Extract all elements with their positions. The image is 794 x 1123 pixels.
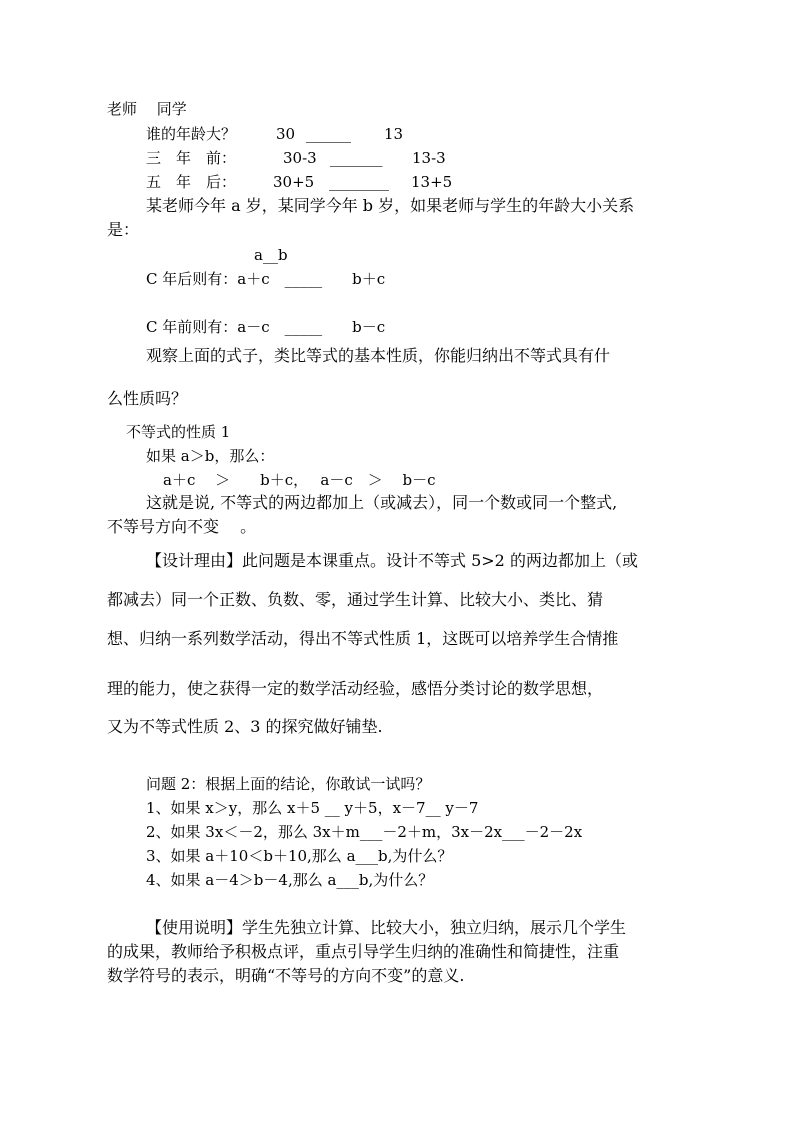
design-reason-line-1: 【设计理由】此问题是本课重点。设计不等式 5>2 的两边都加上（或 [146,551,638,570]
roles-line [107,99,187,119]
design-reason-line-2: 都减去）同一个正数、负数、零，通过学生计算、比较大小、类比、猜 [107,590,604,609]
after-c-years: C 年后则有：a＋c _____ b＋c [146,270,386,288]
problem2-item-1: 1、如果 x＞y，那么 x＋5 __ y＋5，x－7__ y－7 [146,799,479,817]
property1-explain-2: 不等号方向不变 。 [107,517,257,536]
age-row-before: 三 年 前： 30-3 _______ 13-3 [146,149,446,167]
age-row-after: 五 年 后： 30+5 ________ 13+5 [146,173,453,191]
design-reason-line-5: 又为不等式性质 2、3 的探究做好铺垫. [107,717,383,736]
student-label: 同学 [156,100,187,118]
question-line-1: 观察上面的式子，类比等式的基本性质，你能归纳出不等式具有什 [146,346,611,365]
age-row-who: 谁的年龄大？ 30 ______ 13 [146,125,404,143]
teacher-label: 老师 [107,100,138,118]
relation-line: a__b [254,246,288,264]
problem2-item-3: 3、如果 a＋10＜b＋10,那么 a___b,为什么？ [146,847,453,865]
design-reason-line-3: 想、归纳一系列数学活动，得出不等式性质 1，这既可以培养学生合情推 [107,629,619,648]
property1-formulas: a＋c ＞ b＋c， a－c ＞ b－c [163,471,436,489]
property1-if-line: 如果 a＞b，那么： [146,447,275,465]
problem2-item-4: 4、如果 a－4＞b－4,那么 a___b,为什么？ [146,871,434,889]
property1-explain-1: 这就是说, 不等式的两边都加上（或减去），同一个数或同一个整式, [146,493,618,512]
property1-title: 不等式的性质 1 [126,423,231,441]
before-c-years: C 年前则有：a－c _____ b－c [146,318,386,336]
intro-line-2: 是： [107,220,140,239]
usage-note-line-3: 数学符号的表示，明确“不等号的方向不变”的意义. [107,966,465,985]
question-line-2: 么性质吗？ [107,389,188,408]
problem2-title: 问题 2：根据上面的结论，你敢试一试吗？ [146,775,431,793]
design-reason-line-4: 理的能力，使之获得一定的数学活动经验，感悟分类讨论的数学思想， [107,679,604,698]
usage-note-line-2: 的成果，教师给予积极点评，重点引导学生归纳的准确性和简捷性，注重 [107,942,620,961]
usage-note-line-1: 【使用说明】学生先独立计算、比较大小，独立归纳，展示几个学生 [146,918,627,937]
problem2-item-2: 2、如果 3x＜－2，那么 3x＋m___－2＋m，3x－2x___－2－2x [146,823,583,841]
intro-line-1: 某老师今年 a 岁，某同学今年 b 岁，如果老师与学生的年龄大小关系 [146,196,635,215]
